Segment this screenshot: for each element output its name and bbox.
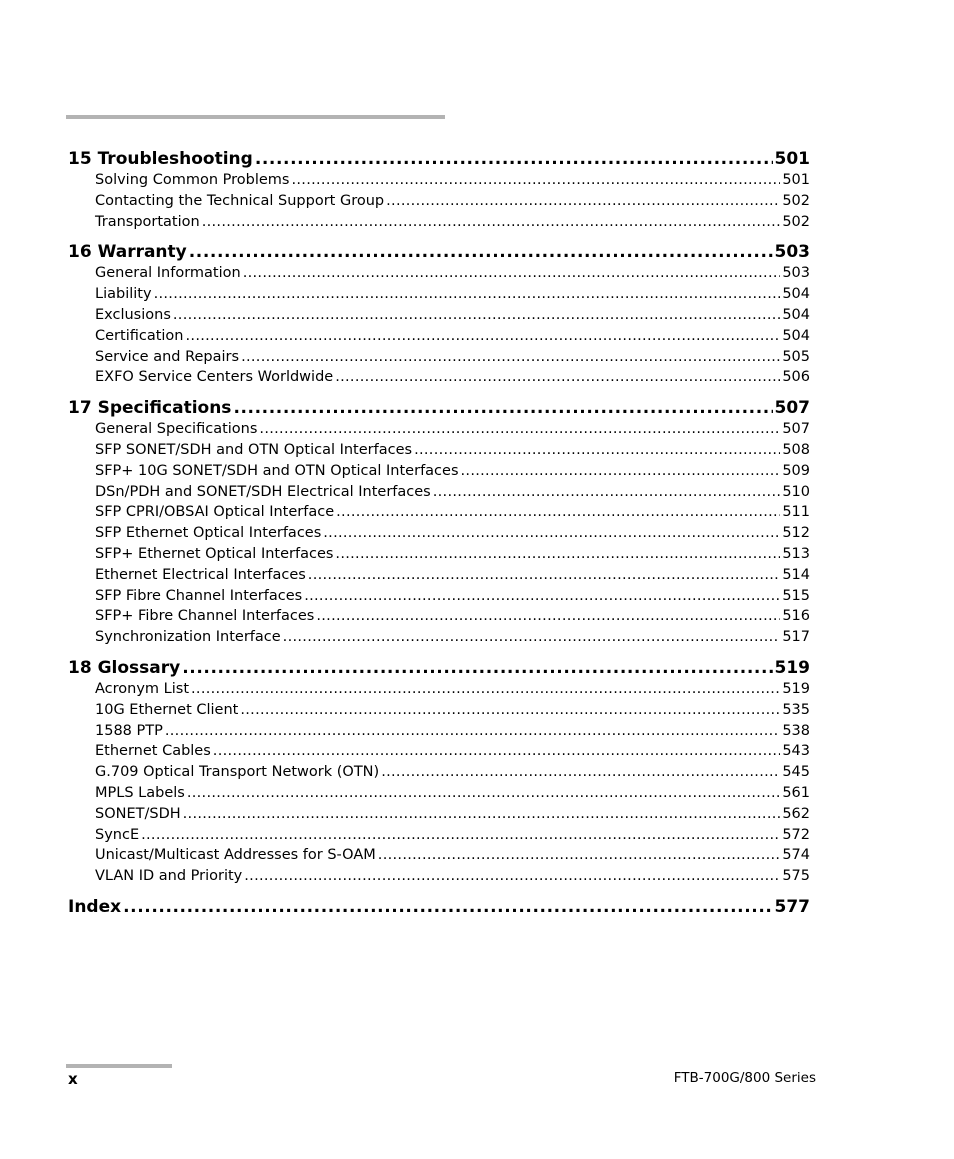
toc-section-page: 545 <box>782 764 810 781</box>
toc-section-title: 10G Ethernet Client <box>95 701 239 718</box>
toc-section[interactable] <box>68 461 810 482</box>
toc-section-title: Transportation <box>95 213 200 230</box>
toc-section-title: SyncE <box>95 826 140 843</box>
toc-chapter[interactable] <box>68 896 810 918</box>
toc-section-title: Exclusions <box>95 306 171 323</box>
toc-section[interactable] <box>68 845 810 866</box>
toc-section-title: VLAN ID and Priority <box>95 868 243 885</box>
footer-page-number: x <box>68 1070 78 1088</box>
dot-leader <box>335 367 780 388</box>
toc-section-page: 517 <box>782 629 810 646</box>
toc-chapter[interactable] <box>68 397 810 419</box>
toc-chapter-page: 501 <box>774 149 810 169</box>
toc-section-title: DSn/PDH and SONET/SDH Electrical Interfaces <box>95 483 431 500</box>
toc-section-page: 514 <box>782 566 810 583</box>
dot-leader <box>183 804 781 825</box>
toc-section-title: SFP+ Ethernet Optical Interfaces <box>95 545 334 562</box>
toc-section[interactable] <box>68 502 810 523</box>
toc-chapter[interactable] <box>68 241 810 263</box>
toc-chapter-title: 15 Troubleshooting <box>68 149 253 169</box>
toc-section[interactable] <box>68 721 810 742</box>
dot-leader <box>173 305 780 326</box>
toc-section-title: 1588 PTP <box>95 722 163 739</box>
dot-leader <box>316 606 780 627</box>
toc-section-page: 562 <box>782 805 810 822</box>
toc-section-title: Contacting the Technical Support Group <box>95 192 385 209</box>
toc-section-title: SFP CPRI/OBSAI Optical Interface <box>95 504 335 521</box>
toc-chapter-page: 503 <box>774 242 810 263</box>
toc-section-page: 504 <box>782 306 810 323</box>
toc-section-title: General Specifications <box>95 421 258 438</box>
toc-section-page: 508 <box>782 441 810 458</box>
toc-section[interactable] <box>68 679 810 700</box>
dot-leader <box>233 397 772 419</box>
toc-section-title: Acronym List <box>95 680 190 697</box>
toc-section[interactable] <box>68 212 810 233</box>
dot-leader <box>165 721 780 742</box>
toc-section[interactable] <box>68 367 810 388</box>
dot-leader <box>378 845 781 866</box>
toc-section[interactable] <box>68 523 810 544</box>
toc-section[interactable] <box>68 263 810 284</box>
toc-section[interactable] <box>68 440 810 461</box>
toc-section-page: 504 <box>782 286 810 303</box>
dot-leader <box>255 148 773 170</box>
dot-leader <box>433 482 781 503</box>
toc-chapter[interactable] <box>68 657 810 679</box>
toc-section-page: 512 <box>782 525 810 542</box>
dot-leader <box>308 565 781 586</box>
toc-section-page: 515 <box>782 587 810 604</box>
toc-section[interactable] <box>68 347 810 368</box>
dot-leader <box>187 783 780 804</box>
dot-leader <box>186 326 781 347</box>
toc-section-page: 502 <box>782 192 810 209</box>
toc-section[interactable] <box>68 326 810 347</box>
toc-section-page: 501 <box>782 172 810 188</box>
dot-leader <box>141 825 780 846</box>
toc-section-page: 574 <box>782 847 810 864</box>
toc-section-title: Solving Common Problems <box>95 172 290 188</box>
dot-leader <box>243 263 781 284</box>
toc-section-title: Unicast/Multicast Addresses for S-OAM <box>95 847 376 864</box>
dot-leader <box>244 866 780 887</box>
toc-section-page: 510 <box>782 483 810 500</box>
dot-leader <box>240 700 780 721</box>
toc-section-title: Certification <box>95 327 184 344</box>
toc-section-page: 538 <box>782 722 810 739</box>
dot-leader <box>291 170 780 191</box>
toc-section[interactable] <box>68 606 810 627</box>
toc-section[interactable] <box>68 700 810 721</box>
toc-section[interactable] <box>68 170 810 191</box>
toc-section[interactable] <box>68 866 810 887</box>
toc-section-page: 561 <box>782 784 810 801</box>
toc-section-page: 516 <box>782 608 810 625</box>
dot-leader <box>381 762 780 783</box>
toc-section[interactable] <box>68 544 810 565</box>
dot-leader <box>414 440 780 461</box>
dot-leader <box>189 241 773 263</box>
dot-leader <box>154 284 781 305</box>
toc-section[interactable] <box>68 565 810 586</box>
dot-leader <box>123 896 772 918</box>
dot-leader <box>213 741 781 762</box>
dot-leader <box>304 586 780 607</box>
toc-section[interactable] <box>68 191 810 212</box>
footer-rule <box>66 1064 172 1068</box>
toc-section-title: General Information <box>95 265 241 282</box>
header-rule <box>66 115 445 119</box>
dot-leader <box>283 627 781 648</box>
dot-leader <box>386 191 780 212</box>
toc-section-title: SFP+ 10G SONET/SDH and OTN Optical Interfaces <box>95 462 459 479</box>
toc-section-page: 535 <box>782 701 810 718</box>
toc-section[interactable] <box>68 586 810 607</box>
dot-leader <box>336 502 780 523</box>
toc-section[interactable] <box>68 482 810 503</box>
toc-section-title: SFP+ Fibre Channel Interfaces <box>95 608 315 625</box>
footer-product-name: FTB-700G/800 Series <box>673 1070 816 1086</box>
toc-section-page: 509 <box>782 462 810 479</box>
toc-section-page: 511 <box>782 504 810 521</box>
toc-chapter-page: 519 <box>774 657 810 678</box>
toc-chapter-title: 16 Warranty <box>68 242 187 263</box>
toc-section-page: 502 <box>782 213 810 230</box>
toc-section-page: 504 <box>782 327 810 344</box>
toc-section[interactable] <box>68 305 810 326</box>
toc-section[interactable] <box>68 762 810 783</box>
toc-section-title: SFP Ethernet Optical Interfaces <box>95 525 322 542</box>
toc-chapter-title: 18 Glossary <box>68 657 181 678</box>
toc-chapter-title: 17 Specifications <box>68 398 232 419</box>
toc-section[interactable] <box>68 627 810 648</box>
toc-section-page: 513 <box>782 545 810 562</box>
dot-leader <box>191 679 780 700</box>
toc-section-title: EXFO Service Centers Worldwide <box>95 369 334 386</box>
toc-section-title: G.709 Optical Transport Network (OTN) <box>95 764 380 781</box>
toc-section-page: 505 <box>782 348 810 365</box>
toc-section-title: SFP SONET/SDH and OTN Optical Interfaces <box>95 441 413 458</box>
toc-section-title: Service and Repairs <box>95 348 240 365</box>
dot-leader <box>335 544 780 565</box>
dot-leader <box>202 212 781 233</box>
toc-section-title: Ethernet Cables <box>95 743 211 760</box>
toc-section-page: 575 <box>782 868 810 885</box>
toc-section[interactable] <box>68 419 810 440</box>
dot-leader <box>241 347 780 368</box>
dot-leader <box>259 419 780 440</box>
toc-section[interactable] <box>68 284 810 305</box>
toc-section-title: SFP Fibre Channel Interfaces <box>95 587 303 604</box>
toc-section-title: Liability <box>95 286 152 303</box>
dot-leader <box>182 657 772 679</box>
toc-section-title: Synchronization Interface <box>95 629 281 646</box>
toc-section[interactable] <box>68 741 810 762</box>
toc-section[interactable] <box>68 783 810 804</box>
toc-chapter-page: 507 <box>774 398 810 419</box>
table-of-contents <box>68 148 810 918</box>
dot-leader <box>461 461 781 482</box>
toc-section-page: 506 <box>782 369 810 386</box>
toc-chapter-title: Index <box>68 896 122 917</box>
dot-leader <box>323 523 780 544</box>
toc-section-page: 503 <box>782 265 810 282</box>
toc-section-page: 572 <box>782 826 810 843</box>
toc-section[interactable] <box>68 804 810 825</box>
toc-chapter[interactable] <box>68 148 810 170</box>
toc-section-page: 543 <box>782 743 810 760</box>
toc-section-page: 519 <box>782 680 810 697</box>
toc-section[interactable] <box>68 825 810 846</box>
toc-section-title: SONET/SDH <box>95 805 181 822</box>
toc-section-page: 507 <box>782 421 810 438</box>
toc-chapter-page: 577 <box>774 896 810 917</box>
toc-section-title: Ethernet Electrical Interfaces <box>95 566 306 583</box>
toc-section-title: MPLS Labels <box>95 784 185 801</box>
